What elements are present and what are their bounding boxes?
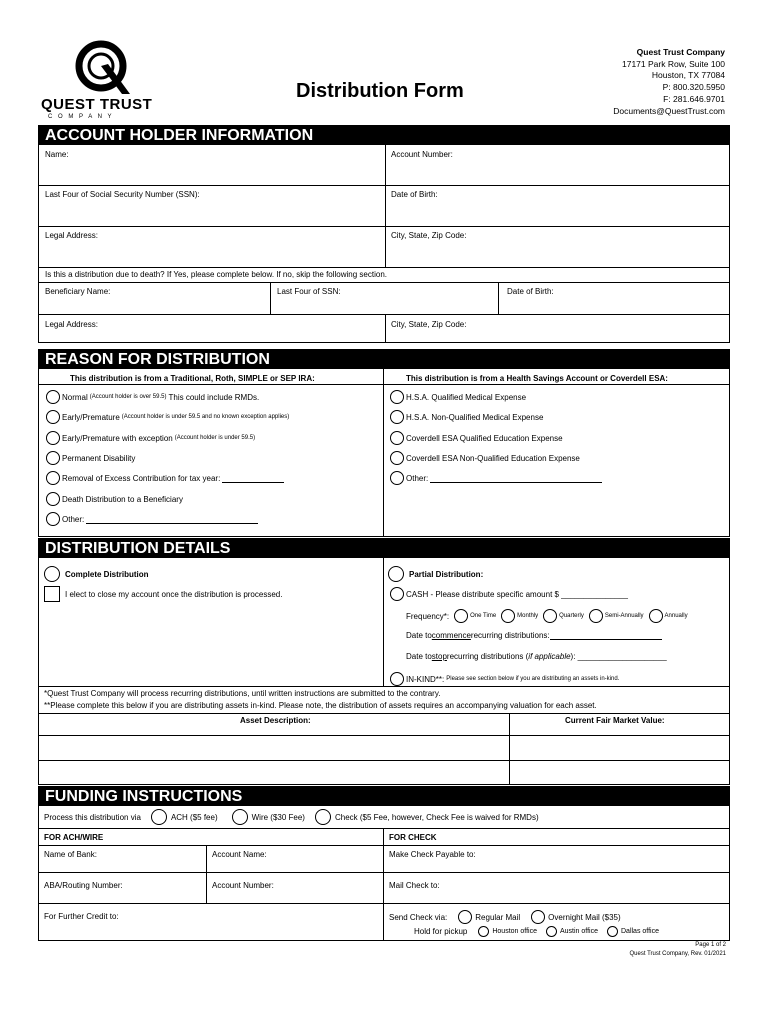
aba-routing-field[interactable]: ABA/Routing Number: <box>44 881 123 890</box>
close-account-option[interactable]: I elect to close my account once the distribution is processed. <box>44 586 282 602</box>
account-number-field[interactable]: Account Number: <box>391 150 453 159</box>
city-state-zip-field[interactable]: City, State, Zip Code: <box>391 231 467 240</box>
radio-regular-mail[interactable] <box>458 910 472 924</box>
mail-check-field[interactable]: Mail Check to: <box>389 881 440 890</box>
company-email[interactable]: Documents@QuestTrust.com <box>613 105 725 116</box>
logo-sub: C O M P A N Y <box>48 114 114 120</box>
company-address <box>613 47 725 117</box>
company-addr2: Houston, TX 77084 <box>651 70 725 81</box>
radio-ach[interactable] <box>151 809 167 825</box>
legal-address-field[interactable]: Legal Address: <box>45 231 98 240</box>
reason-esa-nonqualified[interactable]: Coverdell ESA Non-Qualified Education Expense <box>390 451 580 465</box>
reason-early[interactable]: Early/Premature (Account holder is under 59.5 and no known exception applies) <box>46 410 289 424</box>
company-name: Quest Trust Company <box>636 47 725 57</box>
radio-one-time[interactable] <box>454 609 468 623</box>
date-commence-field[interactable]: Date to commence recurring distributions: <box>406 631 662 640</box>
for-check-heading: FOR CHECK <box>389 833 437 842</box>
reason-hsa-nonqualified[interactable]: H.S.A. Non-Qualified Medical Expense <box>390 410 543 424</box>
beneficiary-dob-field[interactable]: Date of Birth: <box>507 287 554 296</box>
radio-complete[interactable] <box>44 566 60 582</box>
radio-cash[interactable] <box>390 587 404 601</box>
check-payable-field[interactable]: Make Check Payable to: <box>389 850 476 859</box>
account-holder-heading: ACCOUNT HOLDER INFORMATION <box>38 125 730 145</box>
radio-excess[interactable] <box>46 471 60 485</box>
reason-early-exception[interactable]: Early/Premature with exception (Account holder is under 59.5) <box>46 431 255 445</box>
funding-account-number-field[interactable]: Account Number: <box>212 881 274 890</box>
radio-other-left[interactable] <box>46 512 60 526</box>
company-phone: P: 800.320.5950 <box>662 82 725 93</box>
radio-disability[interactable] <box>46 451 60 465</box>
revision-note: Quest Trust Company, Rev. 01/2021 <box>629 951 726 957</box>
logo-name: QUEST TRUST <box>41 96 153 113</box>
distribution-details-heading: DISTRIBUTION DETAILS <box>38 538 730 558</box>
beneficiary-ssn-field[interactable]: Last Four of SSN: <box>277 287 341 296</box>
in-kind-option[interactable]: IN-KIND**: Please see section below if you are distributing an assets in-kind. <box>390 672 619 686</box>
radio-esa-qualified[interactable] <box>390 431 404 445</box>
radio-quarterly[interactable] <box>543 609 557 623</box>
radio-overnight-mail[interactable] <box>531 910 545 924</box>
beneficiary-city-field[interactable]: City, State, Zip Code: <box>391 320 467 329</box>
bank-name-field[interactable]: Name of Bank: <box>44 850 97 859</box>
dob-field[interactable]: Date of Birth: <box>391 190 438 199</box>
ira-column-heading: This distribution is from a Traditional, Roth, SIMPLE or SEP IRA: <box>70 374 315 383</box>
beneficiary-name-field[interactable]: Beneficiary Name: <box>45 287 111 296</box>
beneficiary-address-field[interactable]: Legal Address: <box>45 320 98 329</box>
asset-row-1[interactable] <box>39 736 508 759</box>
hold-pickup-row: Hold for pickup Houston office Austin office Dallas office <box>414 927 660 936</box>
reason-hsa-qualified[interactable]: H.S.A. Qualified Medical Expense <box>390 390 526 404</box>
radio-wire[interactable] <box>232 809 248 825</box>
hsa-column-heading: This distribution is from a Health Savings Account or Coverdell ESA: <box>406 374 668 383</box>
reason-other-left[interactable]: Other: <box>46 512 258 526</box>
radio-normal[interactable] <box>46 390 60 404</box>
page-title: Distribution Form <box>296 80 464 102</box>
reason-disability[interactable]: Permanent Disability <box>46 451 135 465</box>
fair-market-value-heading: Current Fair Market Value: <box>565 716 665 725</box>
radio-semi-annually[interactable] <box>589 609 603 623</box>
partial-distribution[interactable]: Partial Distribution: <box>388 566 483 582</box>
reason-other-right[interactable]: Other: <box>390 471 602 485</box>
funding-method-row: Process this distribution via ACH ($5 fee) Wire ($30 Fee) Check ($5 Fee, however, Check Fee is waived for RMDs) <box>44 809 539 825</box>
reason-heading: REASON FOR DISTRIBUTION <box>38 349 730 369</box>
radio-hsa-qualified[interactable] <box>390 390 404 404</box>
reason-death[interactable]: Death Distribution to a Beneficiary <box>46 492 183 506</box>
send-check-row: Send Check via: Regular Mail Overnight Mail ($35) <box>389 910 621 924</box>
company-fax: F: 281.646.9701 <box>663 93 725 104</box>
radio-austin[interactable] <box>546 926 557 937</box>
radio-monthly[interactable] <box>501 609 515 623</box>
further-credit-field[interactable]: For Further Credit to: <box>44 912 119 921</box>
radio-houston[interactable] <box>478 926 489 937</box>
radio-early[interactable] <box>46 410 60 424</box>
name-field[interactable]: Name: <box>45 150 69 159</box>
in-kind-note: **Please complete this below if you are distributing assets in-kind. Please note, the distribution of assets requires an accompanying valuation for each asset. <box>44 701 597 710</box>
recurring-note: *Quest Trust Company will process recurring distributions, until written instructions are submitted to the contrary. <box>44 689 441 698</box>
date-stop-field[interactable]: Date to stop recurring distributions ( if applicable ): ____________________ <box>406 652 667 661</box>
quest-q-icon <box>38 36 164 98</box>
radio-check[interactable] <box>315 809 331 825</box>
radio-early-exception[interactable] <box>46 431 60 445</box>
radio-dallas[interactable] <box>607 926 618 937</box>
cash-option[interactable]: CASH - Please distribute specific amount $ _______________ <box>390 587 628 601</box>
for-ach-wire-heading: FOR ACH/WIRE <box>44 833 104 842</box>
reason-esa-qualified[interactable]: Coverdell ESA Qualified Education Expense <box>390 431 563 445</box>
reason-normal[interactable]: Normal (Account holder is over 59.5) This could include RMDs. <box>46 390 259 404</box>
radio-partial[interactable] <box>388 566 404 582</box>
company-logo <box>38 36 164 122</box>
page-number: Page 1 of 2 <box>695 942 726 948</box>
frequency-row: Frequency*: One Time Monthly Quarterly Semi-Annually Annually <box>406 609 688 623</box>
checkbox-close-account[interactable] <box>44 586 60 602</box>
radio-annually[interactable] <box>649 609 663 623</box>
complete-distribution[interactable]: Complete Distribution <box>44 566 149 582</box>
account-name-field[interactable]: Account Name: <box>212 850 267 859</box>
company-addr1: 17171 Park Row, Suite 100 <box>621 58 725 69</box>
asset-description-heading: Asset Description: <box>240 716 311 725</box>
funding-instructions-heading: FUNDING INSTRUCTIONS <box>38 786 730 806</box>
reason-excess[interactable]: Removal of Excess Contribution for tax year: <box>46 471 284 485</box>
radio-in-kind[interactable] <box>390 672 404 686</box>
ssn-field[interactable]: Last Four of Social Security Number (SSN): <box>45 190 200 199</box>
asset-row-2[interactable] <box>39 761 508 784</box>
radio-esa-nonqualified[interactable] <box>390 451 404 465</box>
death-question: Is this a distribution due to death? If Yes, please complete below. If no, skip the following section. <box>45 270 387 279</box>
radio-death[interactable] <box>46 492 60 506</box>
radio-other-right[interactable] <box>390 471 404 485</box>
radio-hsa-nonqualified[interactable] <box>390 410 404 424</box>
